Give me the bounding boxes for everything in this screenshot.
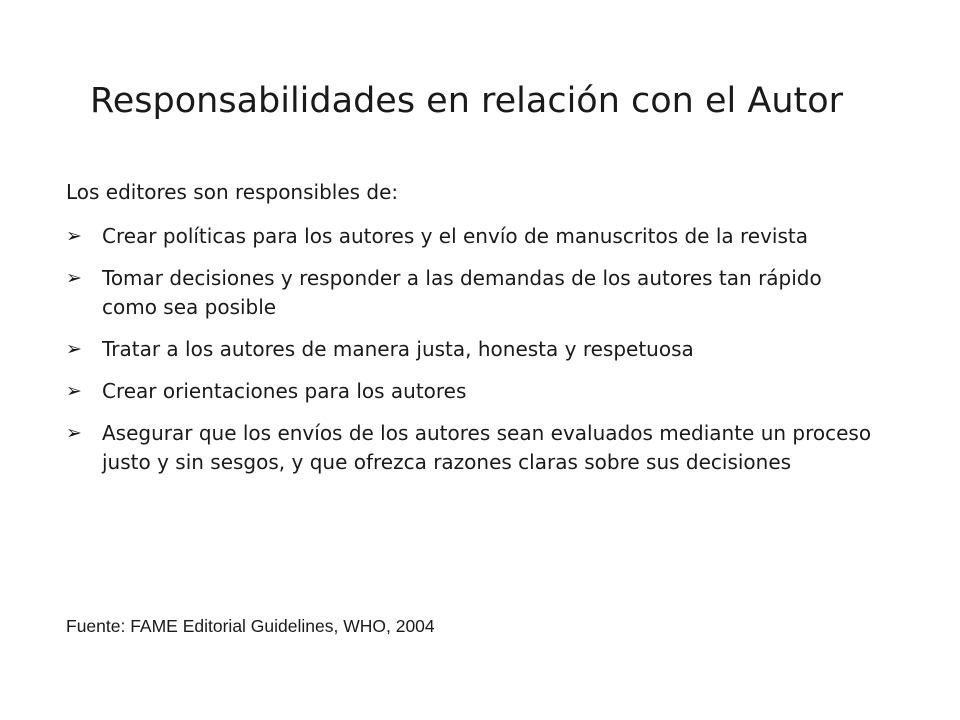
bullet-item [66, 377, 876, 406]
bullet-item [66, 264, 876, 322]
arrow-bullet-icon: ➢ [66, 380, 82, 402]
slide-title: Responsabilidades en relación con el Autor [90, 81, 844, 121]
bullet-list [66, 222, 876, 490]
bullet-text: Tratar a los autores de manera justa, honesta y respetuosa [102, 337, 694, 361]
arrow-bullet-icon: ➢ [66, 225, 82, 247]
bullet-text: Crear orientaciones para los autores [102, 379, 467, 403]
bullet-text: Asegurar que los envíos de los autores sean evaluados mediante un proceso justo y sin sesgos, y que ofrezca razones claras sobre sus decisiones [102, 421, 872, 474]
bullet-item [66, 335, 876, 364]
bullet-item [66, 419, 876, 477]
arrow-bullet-icon: ➢ [66, 338, 82, 360]
bullet-item [66, 222, 876, 251]
bullet-text: Crear políticas para los autores y el envío de manuscritos de la revista [102, 224, 808, 248]
arrow-bullet-icon: ➢ [66, 422, 82, 444]
arrow-bullet-icon: ➢ [66, 267, 82, 289]
bullet-text: Tomar decisiones y responder a las demandas de los autores tan rápido como sea posible [102, 266, 822, 319]
intro-text: Los editores son responsibles de: [66, 180, 399, 204]
source-citation: Fuente: FAME Editorial Guidelines, WHO, 2004 [66, 616, 435, 636]
